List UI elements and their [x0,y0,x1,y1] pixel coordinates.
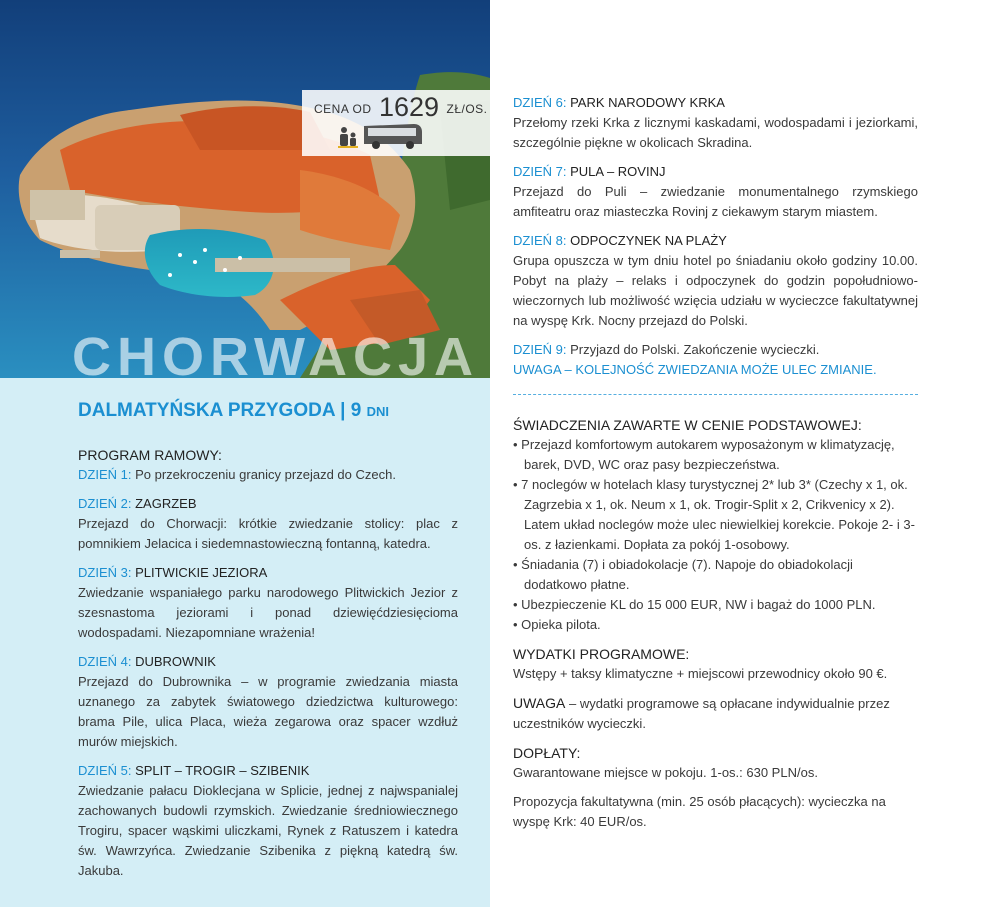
day-text: Grupa opuszcza w tym dniu hotel po śniadaniu około godziny 10.00. Pobyt na plaży – relaks i odpoczynek do godzin popołudniowo-wieczornych lub możliwość wzięcia udziału w wycieczce fakultatywnej na wyspę Krk. Nocny przejazd do Polski. [513,253,918,328]
extra-costs-text: Wstępy + taksy klimatyczne + miejscowi przewodnicy około 90 €. [513,666,888,681]
day-label: DZIEŃ 9: [513,342,567,357]
order-note: UWAGA – KOLEJNOŚĆ ZWIEDZANIA MOŻE ULEC ZMIANIE. [513,362,877,377]
section-divider [513,394,918,395]
day-text: Przejazd do Puli – zwiedzanie monumentalnego rzymskiego amfiteatru oraz miasteczka Rovinj z ciekawym starym miastem. [513,184,918,219]
day-title: DUBROWNIK [135,654,216,669]
surcharges-section [513,743,918,783]
tour-duration-unit: DNI [366,404,389,419]
day-title: PULA – ROVINJ [570,164,666,179]
warning-text: – wydatki programowe są opłacane indywidualnie przez uczestników wycieczki. [513,696,890,731]
left-panel [0,0,490,907]
day-label: DZIEŃ 5: [78,763,132,778]
day-label: DZIEŃ 1: [78,467,132,482]
price-prefix: CENA OD [314,102,372,116]
program-heading: PROGRAM RAMOWY: [78,447,222,463]
included-list [513,435,918,635]
surcharges-heading: DOPŁATY: [513,745,581,761]
family-icon [338,127,358,148]
included-section [513,415,918,635]
optional-section [513,792,918,832]
day-label: DZIEŃ 4: [78,654,132,669]
day-label: DZIEŃ 6: [513,95,567,110]
dubrovnik-photo [0,0,490,378]
day-text: Zwiedzanie wspaniałego parku narodowego Plitwickich Jezior z szesnastoma jeziorami i ponad dziewięćdziesięcioma wodospadami. Niezapomniane wrażenia! [78,585,458,640]
included-heading: ŚWIADCZENIA ZAWARTE W CENIE PODSTAWOWEJ: [513,417,862,433]
day-label: DZIEŃ 2: [78,496,132,511]
day-title: SPLIT – TROGIR – SZIBENIK [135,763,310,778]
program-left-column [78,398,458,890]
day-title: PARK NARODOWY KRKA [570,95,725,110]
warning-section [513,693,918,734]
day-text: Po przekroczeniu granicy przejazd do Czech. [135,467,396,482]
day-title: ODPOCZYNEK NA PLAŻY [570,233,727,248]
extra-costs-heading: WYDATKI PROGRAMOWE: [513,646,690,662]
optional-text: Propozycja fakultatywna (min. 25 osób płacących): wycieczka na wyspę Krk: 40 EUR/os. [513,794,886,829]
day-6 [513,93,918,153]
day-1 [78,465,458,485]
price-value: 1629 [378,92,440,122]
day-label: DZIEŃ 8: [513,233,567,248]
day-4 [78,652,458,752]
program-right-column [513,93,918,841]
bus-icon [336,118,424,152]
day-5 [78,761,458,881]
price-suffix: ZŁ/OS. [446,102,488,116]
list-item: • 7 noclegów w hotelach klasy turystycznej 2* lub 3* (Czechy x 1, ok. Zagrzebia x 1, ok. Neum x 1, ok. Trogir-Split x 2, Crikvenicy x 2). Latem układ noclegów może ulec niewielkiej korekcie. Pokoje 2- i 3-os. z łazienkami. Dopłata za pokój 1-osobowy. [513,477,915,552]
list-item: • Śniadania (7) i obiadokolacje (7). Napoje do obiadokolacji dodatkowo płatne. [513,557,853,592]
day-label: DZIEŃ 3: [78,565,132,580]
day-title: ZAGRZEB [135,496,197,511]
tour-separator: | [334,400,351,421]
list-item: • Przejazd komfortowym autokarem wyposażonym w klimatyzację, barek, DVD, WC oraz pasy bezpieczeństwa. [513,437,895,472]
day-3 [78,563,458,643]
day-title: PLITWICKIE JEZIORA [135,565,268,580]
day-label: DZIEŃ 7: [513,164,567,179]
day-text: Przejazd do Chorwacji: krótkie zwiedzanie stolicy: plac z pomnikiem Jelacica i siedemnastowieczną fontanną, katedra. [78,516,458,551]
price-badge [302,90,490,156]
extra-costs-section [513,644,918,684]
day-7 [513,162,918,222]
surcharges-text: Gwarantowane miejsce w pokoju. 1-os.: 630 PLN/os. [513,765,818,780]
day-2 [78,494,458,554]
country-title: CHORWACJA [72,327,480,378]
day-8 [513,231,918,331]
dubrovnik-illustration [0,0,490,378]
day-text: Przejazd do Dubrownika – w programie zwiedzania miasta uznanego za zabytek światowego dziedzictwa kulturowego: brama Pile, ulica Placa, wieża zegarowa oraz spacer wzdłuż murów miejskich. [78,674,458,749]
tour-title [78,398,458,425]
day-9 [513,340,918,360]
list-item: • Opieka pilota. [513,617,601,632]
tour-name: DALMATYŃSKA PRZYGODA [78,400,335,421]
warning-label: UWAGA [513,695,566,711]
list-item: • Ubezpieczenie KL do 15 000 EUR, NW i bagaż do 1000 PLN. [513,597,876,612]
day-text: Przełomy rzeki Krka z licznymi kaskadami, wodospadami i jeziorkami, szczególnie piękne w okolicach Skradina. [513,115,918,150]
day-text: Przyjazd do Polski. Zakończenie wycieczki. [570,342,820,357]
day-text: Zwiedzanie pałacu Dioklecjana w Splicie, jednej z najwspanialej zachowanych budowli rzymskich. Zwiedzanie średniowiecznego Trogiru, spacer wąskimi uliczkami, Rynek z Ratuszem i katedra św. Wawrzyńca. Zwiedzanie Szibenika z piękną katedrą św. Jakuba. [78,783,458,878]
tour-duration: 9 [350,400,362,421]
